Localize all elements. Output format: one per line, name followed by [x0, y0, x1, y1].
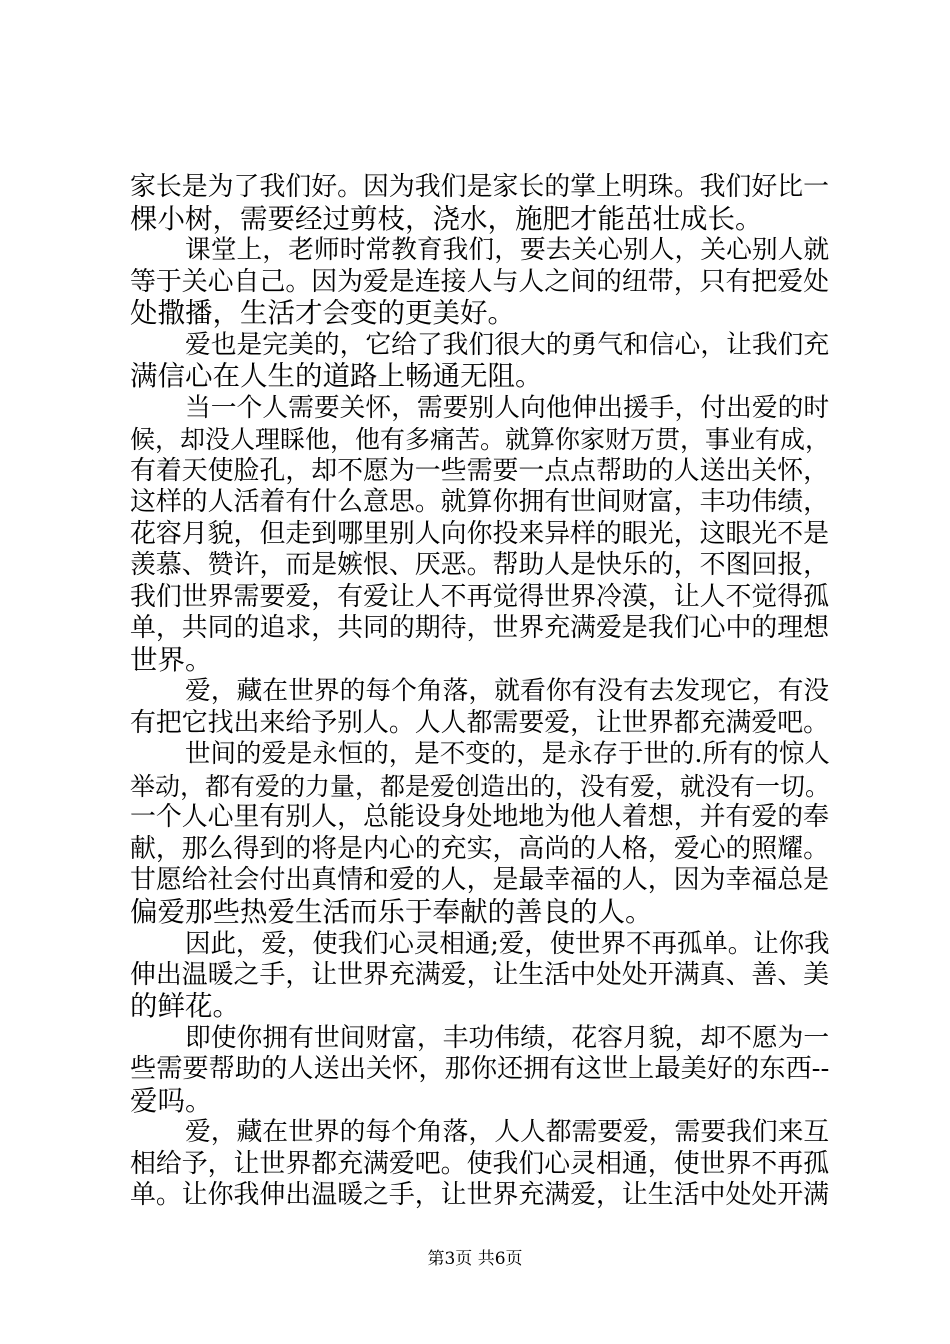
text-line: 家长是为了我们好。因为我们是家长的掌上明珠。我们好比一 — [130, 172, 830, 202]
text-line: 伸出温暖之手，让世界充满爱，让生活中处处开满真、善、美 — [130, 959, 830, 990]
text-line: 因此，爱，使我们心灵相通;爱，使世界不再孤单。让你我 — [185, 928, 830, 958]
text-line: 世界。 — [130, 643, 213, 676]
text-line: 爱，藏在世界的每个角落，就看你有没有去发现它，有没 — [185, 676, 830, 706]
text-line: 爱吗。 — [130, 1084, 213, 1117]
text-line: 我们世界需要爱，有爱让人不再觉得世界冷漠，让人不觉得孤 — [130, 581, 830, 612]
text-line: 偏爱那些热爱生活而乐于奉献的善良的人。 — [130, 895, 653, 928]
text-line: 的鲜花。 — [130, 990, 240, 1022]
text-line: 单。让你我伸出温暖之手，让世界充满爱，让生活中处处开满 — [130, 1180, 830, 1210]
text-line: 羡慕、赞许，而是嫉恨、厌恶。帮助人是快乐的，不图回报， — [130, 550, 830, 580]
text-line: 满信心在人生的道路上畅通无阻。 — [130, 360, 543, 392]
text-line: 献，那么得到的将是内心的充实，高尚的人格，爱心的照耀。 — [130, 833, 830, 864]
text-line: 一个人心里有别人，总能设身处地地为他人着想，并有爱的奉 — [130, 802, 830, 832]
text-line: 处撒播，生活才会变的更美好。 — [130, 297, 515, 329]
text-line: 世间的爱是永恒的，是不变的，是永存于世的.所有的惊人 — [185, 739, 830, 769]
text-line: 相给予，让世界都充满爱吧。使我们心灵相通，使世界不再孤 — [130, 1148, 830, 1179]
page-footer: 第3页 共6页 — [427, 1249, 523, 1269]
body-text — [130, 172, 830, 1212]
text-line: 些需要帮助的人送出关怀，那你还拥有这世上最美好的东西-- — [130, 1054, 830, 1084]
text-line: 举动，都有爱的力量，都是爱创造出的，没有爱，就没有一切。 — [130, 771, 831, 801]
text-line: 单，共同的追求，共同的期待，世界充满爱是我们心中的理想 — [130, 613, 830, 643]
text-line: 有把它找出来给予别人。人人都需要爱，让世界都充满爱吧。 — [130, 707, 830, 738]
text-line: 课堂上，老师时常教育我们，要去关心别人，关心别人就 — [185, 235, 830, 265]
text-line: 爱，藏在世界的每个角落，人人都需要爱，需要我们来互 — [185, 1117, 830, 1147]
text-line: 甘愿给社会付出真情和爱的人，是最幸福的人，因为幸福总是 — [130, 865, 830, 895]
text-line: 有着天使脸孔，却不愿为一些需要一点点帮助的人送出关怀， — [130, 455, 830, 486]
text-line: 即使你拥有世间财富，丰功伟绩，花容月貌，却不愿为一 — [185, 1022, 830, 1053]
text-line: 当一个人需要关怀，需要别人向他伸出援手，付出爱的时 — [185, 392, 830, 423]
text-line: 候，却没人理睬他，他有多痛苦。就算你家财万贯，事业有成， — [130, 425, 831, 454]
text-line: 棵小树，需要经过剪枝，浇水，施肥才能茁壮成长。 — [130, 202, 763, 235]
text-line: 花容月貌，但走到哪里别人向你投来异样的眼光，这眼光不是 — [130, 518, 830, 549]
text-line: 这样的人活着有什么意思。就算你拥有世间财富，丰功伟绩， — [130, 487, 830, 517]
text-line: 等于关心自己。因为爱是连接人与人之间的纽带，只有把爱处 — [130, 266, 830, 297]
text-line: 爱也是完美的，它给了我们很大的勇气和信心，让我们充 — [185, 329, 830, 360]
